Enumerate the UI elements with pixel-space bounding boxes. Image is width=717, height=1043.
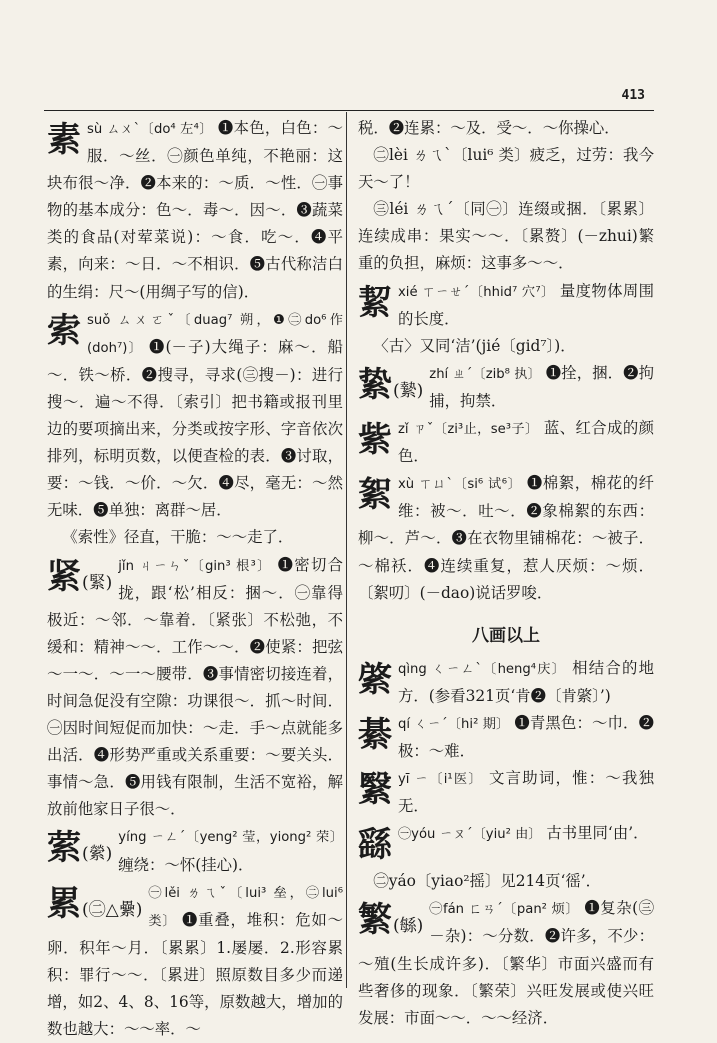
- headword-character: 繁: [358, 900, 392, 941]
- pronunciation: zhí ㄓˊ〔zib⁸ 执〕: [429, 366, 541, 382]
- dictionary-entry: [358, 278, 654, 360]
- dictionary-entry: [358, 470, 654, 606]
- headword-variant: (㊁△纍): [82, 899, 143, 920]
- entries-group-a: [358, 278, 654, 607]
- pronunciation: zǐ ㄗˇ〔zi³止，se³子〕: [398, 422, 539, 438]
- pronunciation: ㊀fán ㄈㄢˊ〔pan² 烦〕: [429, 902, 580, 918]
- entry-body: [358, 415, 654, 470]
- headword-character: 紫: [358, 420, 392, 461]
- headword-character: 絮: [358, 475, 392, 516]
- definition: 量度物体周围的长度．: [398, 281, 654, 328]
- headword-character: 繄: [358, 770, 392, 811]
- entry-headword: [358, 470, 392, 520]
- dictionary-entry: [358, 765, 654, 820]
- dictionary-entry: [47, 552, 343, 824]
- headword-character: 綦: [358, 714, 392, 755]
- definition: 蓝、红合成的颜色．: [398, 419, 654, 466]
- entry-headword: [358, 415, 392, 465]
- entry-headword: [358, 360, 423, 416]
- definition: ❶复杂(㊂－杂)：～分数．❷许多，不少：～殖(生长成许多)．〔繁华〕市面兴盛而有些奢侈的现象．〔繁荣〕兴旺发展或使兴旺发展：市面～～．～～经济．: [358, 899, 654, 1027]
- definition: 缠绕：～怀(挂心)．: [118, 855, 254, 874]
- section-heading: 八画以上: [472, 625, 540, 646]
- continued-paragraph: 税．❷连累：～及．受～．～你操心．: [358, 119, 620, 137]
- headword-variant: (縈): [82, 844, 113, 865]
- headword-character: 絷: [358, 364, 392, 405]
- entry-headword: [358, 820, 392, 870]
- definition: ❶棉絮，棉花的纤维：被～．吐～．❷象棉絮的东西：柳～．芦～．❸在衣物里铺棉花：～被子．～棉袄．❹连续重复，惹人厌烦：～烦．〔絮叨〕(－dao)说话罗唆．: [358, 474, 654, 602]
- dictionary-entry: [358, 655, 654, 710]
- entry-body: [358, 710, 654, 765]
- entry-headword: [358, 655, 392, 705]
- headword-variant: (緊): [82, 572, 113, 593]
- left-column: [47, 115, 343, 1043]
- page-number: 413: [621, 88, 645, 103]
- definition: 文言助词，惟：～我独无．: [398, 769, 654, 816]
- pronunciation: suǒ ㄙㄨㄛˇ〔duag⁷ 朔，❶㊁do⁶作(doh⁷)〕: [87, 312, 343, 356]
- entry-headword: [47, 552, 112, 608]
- entry-headword: [47, 879, 142, 935]
- pronunciation: yī ㄧ〔i¹医〕: [398, 772, 483, 788]
- dictionary-entry: [47, 879, 343, 1043]
- column-divider: [346, 112, 347, 988]
- entry-body: [358, 470, 654, 606]
- dictionary-entry: [47, 115, 343, 306]
- entry-headword: [47, 823, 112, 879]
- definition: ❶(－子)大绳子：麻～．船～．铁～桥．❷搜寻，寻求(㊂搜－)：进行搜～．遍～不得．〔索引〕把书籍或报刊里边的要项摘出来，分类或按字形、字音依次排列，标明页数，以便查检的表．❸讨取，要：～钱．～价．～欠．❹尽，毫无：～然无味．❺单独：离群～居．: [47, 337, 344, 520]
- headword-character: 絜: [358, 282, 392, 323]
- entry-headword: [358, 278, 392, 328]
- headword-character: 綮: [358, 659, 392, 700]
- headword-character: 索: [47, 310, 81, 351]
- continued-entry: [358, 115, 654, 278]
- dictionary-entry: [358, 820, 654, 895]
- pronunciation: xié ㄒㄧㄝˊ〔hhid⁷ 穴⁷〕: [398, 284, 555, 300]
- definition: ❶本色，白色：～服．～丝．㊀颜色单纯，不艳丽：这块布很～净．❷本来的：～质．～性．㊀事物的基本成分：色～．毒～．因～．❸蔬菜类的食品(对荤菜说)：～食．吃～．❹平素，向来：～日．～不相识．❺古代称洁白的生绢：尺～(用绸子写的信)．: [47, 119, 343, 301]
- entry-headword: [358, 710, 392, 760]
- entry-headword: [47, 115, 81, 165]
- entry-body: [358, 820, 654, 868]
- pronunciation: jǐn ㄐㄧㄣˇ〔gin³ 根³〕: [118, 558, 272, 574]
- pronunciation: ㊀yóu ㄧㄡˊ〔yiu² 由〕: [398, 827, 542, 843]
- headword-character: 繇: [358, 825, 392, 866]
- dictionary-entry: [47, 823, 343, 878]
- definition: 相结合的地方．(参看321页‘肯❷〔肯綮〕’): [398, 658, 654, 705]
- pronunciation: sù ㄙㄨˋ〔do⁴ 左⁴〕: [87, 122, 213, 137]
- entry-body: [358, 655, 654, 710]
- entry-headword: [47, 306, 81, 356]
- pronunciation: xù ㄒㄩˋ〔si⁶ 试⁶〕: [398, 477, 522, 493]
- sub-definition: 〈古〉又同‘洁’(jié〔gid⁷〕)．: [373, 336, 576, 355]
- right-column: [358, 115, 654, 1032]
- definition: ❶密切合拢，跟‘松’相反：捆～．㊀靠得极近：～邻．～靠着．〔紧张〕不松弛，不缓和：精神～～．工作～～．❷使紧：把弦～一～．～一～腰带．❸事情密切接连着，时间急促没有空隙：功课很～．抓～时间．㊀因时间短促而加快：～走．手～点就能多出活．❹形势严重或关系重要：～要关头．事情～急．❺用钱有限制，生活不宽裕，解放前他家日子很～．: [47, 555, 343, 819]
- definition: ❶重叠，堆积：危如～卵．积年～月．〔累累〕1.屡屡．2.形容累积：罪行～～．〔累进〕照原数目多少而递增，如2、4、8、16等，原数越大，增加的数也越大：～～率．～: [47, 910, 343, 1039]
- entry-body: [358, 278, 654, 333]
- entry-body: [47, 306, 343, 525]
- dictionary-entry: [47, 306, 343, 552]
- headword-character: 素: [47, 120, 81, 160]
- headword-character: 紧: [47, 556, 81, 597]
- continued-paragraph: ㊁lèi ㄌㄟˋ〔lui⁶ 类〕疲乏，过劳：我今天～了！: [358, 146, 654, 192]
- continued-paragraph: ㊂léi ㄌㄟˊ〔同㊀〕连缀或捆．〔累累〕连续成串：果实～～．〔累赘〕(－zhui)繁重的负担，麻烦：这事多～～．: [358, 200, 654, 273]
- header-rule: [44, 110, 654, 111]
- dictionary-entry: [358, 710, 654, 765]
- entry-body: [47, 115, 343, 306]
- dictionary-entry: [358, 360, 654, 415]
- headword-variant: (縶): [393, 380, 424, 401]
- entry-headword: [358, 895, 423, 951]
- entry-body: [358, 765, 654, 820]
- dictionary-entry: [358, 415, 654, 470]
- dictionary-entry: [358, 895, 654, 1031]
- sub-definition: 《索性》径直，干脆：～～走了．: [62, 528, 294, 547]
- definition: ❶青黑色：～巾．❷极：～难．: [398, 713, 654, 760]
- definition: ❶拴，捆．❷拘捕，拘禁．: [429, 363, 654, 410]
- headword-character: 萦: [47, 828, 81, 869]
- pronunciation: ㊀lěi ㄌㄟˇ〔lui³ 垒，㊁lui⁶ 类〕: [148, 885, 343, 929]
- entries-group-b: [358, 655, 654, 1032]
- pronunciation: yíng ㄧㄥˊ〔yeng² 莹，yiong² 荣〕: [118, 830, 343, 846]
- definition: 古书里同‘由’．: [546, 824, 649, 843]
- pronunciation: qí ㄑㄧˊ〔hi² 期〕: [398, 716, 510, 732]
- headword-variant: (緐): [393, 916, 424, 937]
- sub-definition: ㊁yáo〔yiao²摇〕见214页‘徭’．: [373, 872, 602, 891]
- pronunciation: qìng ㄑㄧㄥˋ〔heng⁴庆〕: [398, 661, 567, 677]
- headword-character: 累: [47, 883, 81, 924]
- entry-headword: [358, 765, 392, 815]
